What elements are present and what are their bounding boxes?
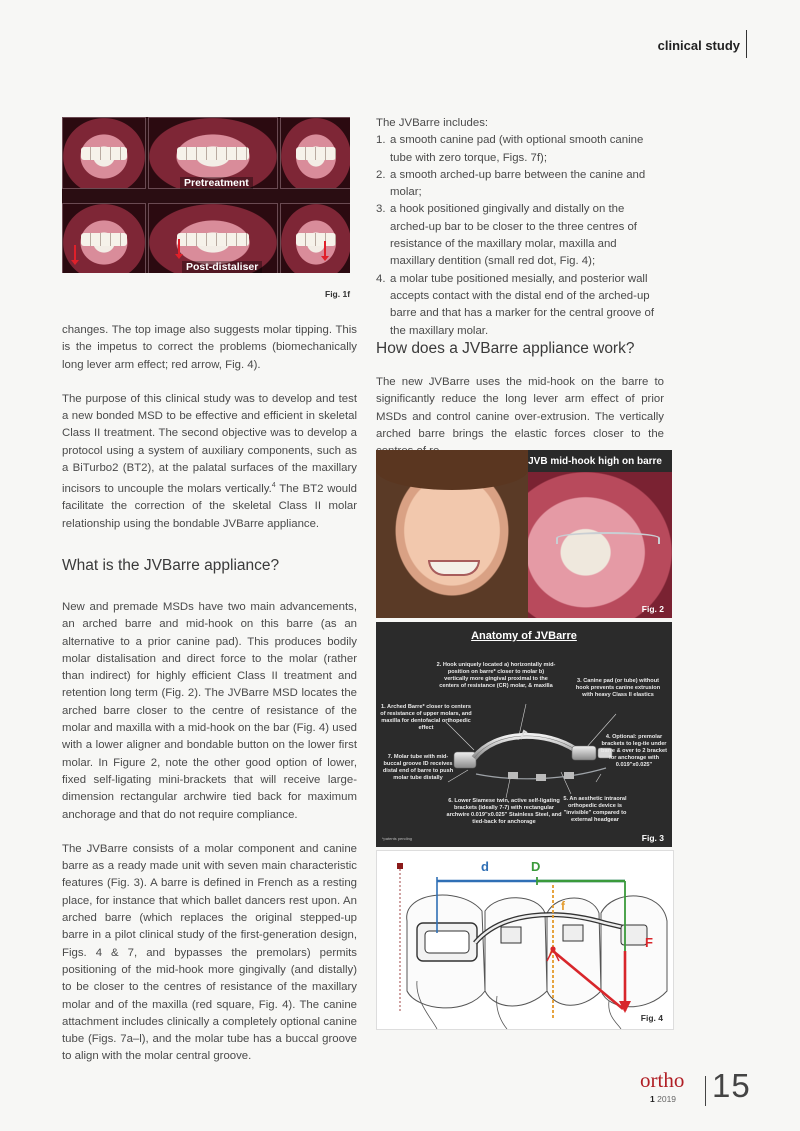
red-arrow-icon <box>178 239 180 255</box>
left-paragraph-4: The JVBarre consists of a molar component and canine barre as a ready made unit with seven main characteristic features (Fig. 3). A barre is defined in French as a resting place, for instance that which ballet dancers rest upon. An arched barre (which replaces the original stepped-up barre in a pilot clinical study of the first-generation design, Figs. 4 & 7, and bypasses the premolars) permits positioning of the mid-hook more gingivally (and distally) to be closer to the centres of resistance of the maxillary molar and of the maxilla (red square, Fig. 4). The canine attachment includes clinically a completely optional canine tube (Figs. 7a–l), and the molar tube has a buccal groove to align with the molar central groove. <box>62 842 357 1063</box>
list-item: 4. a molar tube positioned mesially, and posterior wall accepts contact with the distal end of the arched-up barre and that has a marker for the central groove of the maxillary molar. <box>376 272 655 337</box>
patent-footnote: *patents pending <box>382 836 413 841</box>
header-rule <box>746 30 747 58</box>
running-head: clinical study <box>657 38 740 53</box>
label-post-distaliser: Post-distaliser <box>182 261 262 273</box>
annotation-3-canine-pad: 3. Canine pad (or tube) without hook prevents canine extrusion with heavy Class II elastics <box>575 678 661 698</box>
page-number: 15 <box>712 1067 751 1104</box>
brand-logo: ortho <box>640 1068 685 1092</box>
intraoral-photo <box>528 472 672 618</box>
label-d: d <box>481 859 489 874</box>
annotation-1-arched-barre: 1. Arched Barre* closer to centers of resistance of upper molars, and maxilla for dentofacial orthopedic effect <box>380 704 472 731</box>
heading-what-is-jvbarre: What is the JVBarre appliance? <box>62 557 280 574</box>
label-D: D <box>531 859 541 874</box>
label-F: F <box>645 935 653 950</box>
issue-info: 1 2019 <box>650 1094 677 1104</box>
left-paragraph-2: The purpose of this clinical study was to develop and test a new bonded MSD to be effective and efficient in skeletal Class II treatment. The second objective was to develop a protocol using a system of auxiliary components, such as a BiTurbo2 (BT2), at the palatal surfaces of the maxillary incisors to uncouple the molars vertically.$^4$ The BT2 would facilitate the correction of the skeletal Class II molar relationship using the bondable JVBarre appliance. <box>62 392 357 530</box>
right-paragraph-1: The new JVBarre uses the mid-hook on the barre to significantly reduce the long lever arm effect of prior MSDs and control canine over-extrusion. The vertically arched barre brings the elastic forces closer to the <box>376 376 664 440</box>
figure-3-title: Anatomy of JVBarre <box>471 630 577 642</box>
figure-3-caption: Fig. 3 <box>641 833 664 843</box>
list-item: 2. a smooth arched-up barre between the canine and molar; <box>376 168 646 199</box>
label-f: f <box>561 899 565 913</box>
features-list <box>376 132 664 340</box>
list-intro: The JVBarre includes: <box>376 117 489 129</box>
red-arrow-icon <box>74 245 76 261</box>
figure-4-diagram <box>376 850 674 1030</box>
left-paragraph-3: New and premade MSDs have two main advancements, an arched barre and mid-hook on this barre (as an alternative to a prior canine pad). This produces bodily molar distalisation and direct force to the molar (rather than indirect) for highly efficient Class II treatment and retention long term (Fig. 2). The JVBarre MSD locates the arched barre closer to the centre of resistance of the molar and maxilla with a mid-hook on the bar (Fig. 4) used with a lower aligner and bondable button on the lower first molar. In Figure 2, note the other good option of lower, fixed self-ligating mini-brackets that will receive large-dimension rectangular archwire tied back for maximum anchorage and that do not require compliance. <box>62 601 357 821</box>
left-column-lower <box>62 599 357 1066</box>
label-pretreatment: Pretreatment <box>180 177 253 189</box>
force-vector-illustration <box>377 851 673 1029</box>
annotation-2-hook: 2. Hook uniquely located a) horizontally mid-position on barre* closer to molar b) vertically more gingival proximal to the centers of resistance (CR) molar, & maxilla <box>436 662 556 689</box>
appliance-wire <box>556 532 660 544</box>
list-item: 3. a hook positioned gingivally and distally on the arched-up bar to be closer to the three centres of resistance of the maxillary molar, maxilla and maxillary dentition (small red dot, Fig. 4); <box>376 203 637 268</box>
figure-2-photo <box>376 450 672 618</box>
annotation-7-molar-tube: 7. Molar tube with mid-buccal groove ID receives distal end of barre to push molar tube distally <box>382 754 454 781</box>
annotation-5-aesthetic-device: 5. An aesthetic intraoral orthopedic device is "invisible" compared to external headgear <box>563 796 627 823</box>
figure-2-caption: Fig. 2 <box>641 604 664 614</box>
right-column-lower <box>376 374 664 460</box>
figure-3-diagram <box>376 622 672 847</box>
annotation-6-lower-brackets: 6. Lower Siamese twin, active self-ligating brackets (ideally 7-7) with rectangular archwire 0.019"x0.025" Stainless Steel, and tied-back for anchorage <box>446 798 562 825</box>
red-arrow-icon <box>324 241 326 257</box>
right-column <box>376 115 664 340</box>
figure-1f-photo <box>62 117 350 273</box>
footer-rule <box>705 1076 706 1106</box>
figure-1f-caption: Fig. 1f <box>325 289 351 299</box>
list-item: 1. a smooth canine pad (with optional smooth canine tube with zero torque, Figs. 7f); <box>376 134 644 164</box>
left-paragraph-1: changes. The top image also suggests molar tipping. This is the impetus to correct the problems (biomechanically long lever arm effect; red arrow, Fig. 4). <box>62 324 357 371</box>
figure-2-title: JVB mid-hook high on barre <box>528 456 662 467</box>
annotation-4-premolar-brackets: 4. Optional: premolar brackets to leg-tie under barre & over to 2 bracket for anchorage with 0.019"x0.025" <box>601 734 667 768</box>
heading-how-does-jvbarre-work: How does a JVBarre appliance work? <box>376 340 635 357</box>
reference-superscript: 4 <box>271 482 276 490</box>
left-column <box>62 322 357 533</box>
figure-4-caption: Fig. 4 <box>640 1013 663 1023</box>
